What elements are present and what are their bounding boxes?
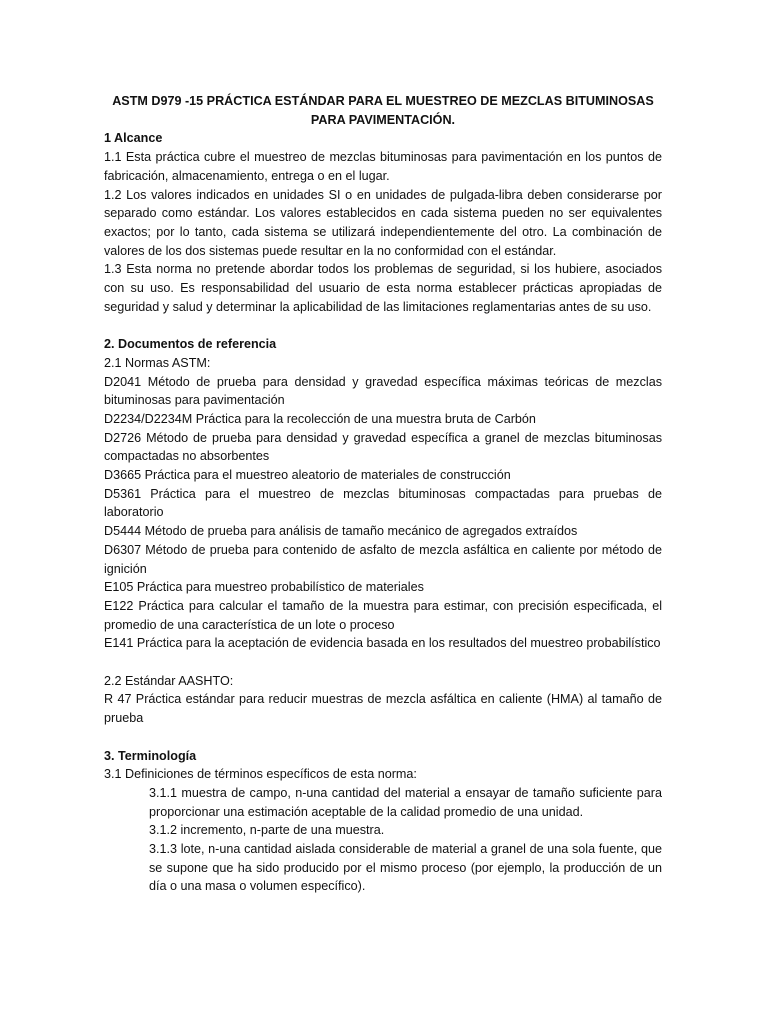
definition-item: 3.1.3 lote, n-una cantidad aislada considerable de material a granel de una sola fuente, que se supone que ha sido producido por el mismo proceso (por ejemplo, la producción de un día o una masa o volumen específico). (149, 842, 662, 894)
subsection-2-2-label: 2.2 Estándar AASHTO: (104, 673, 234, 688)
section-2-heading: 2. Documentos de referencia (104, 337, 277, 352)
reference-item: D2041 Método de prueba para densidad y gravedad específica máximas teóricas de mezclas bituminosas para pavimentación (104, 374, 662, 408)
subsection-2-1-label: 2.1 Normas ASTM: (104, 355, 211, 370)
spacer (104, 728, 662, 747)
paragraph-1-3: 1.3 Esta norma no pretende abordar todos los problemas de seguridad, si los hubiere, asociados con su uso. Es responsabilidad del usuario de esta norma establecer prácticas apropiadas de seguridad y salud y determinar la aplicabilidad de las limitaciones reglamentarias antes de su uso. (104, 262, 662, 314)
reference-item: D5444 Método de prueba para análisis de tamaño mecánico de agregados extraídos (104, 524, 578, 539)
paragraph-1-1: 1.1 Esta práctica cubre el muestreo de mezclas bituminosas para pavimentación en los puntos de fabricación, almacenamiento, entrega o en el lugar. (104, 150, 662, 183)
reference-item: D2234/D2234M Práctica para la recolección de una muestra bruta de Carbón (104, 411, 536, 426)
section-1-heading: 1 Alcance (104, 131, 163, 146)
paragraph-1-2: 1.2 Los valores indicados en unidades SI o en unidades de pulgada-libra deben considerarse por separado como estándar. Los valores establecidos en cada sistema pueden no ser equivalentes exactos; por lo tanto, cada sistema se utilizará independientemente del otro. La combinación de valores de los dos sistemas puede resultar en la no conformidad con el estándar. (104, 187, 662, 258)
definition-item: 3.1.1 muestra de campo, n-una cantidad del material a ensayar de tamaño suficiente para proporcionar una estimación aceptable de la calidad promedio de una unidad. (149, 785, 662, 819)
reference-item: D3665 Práctica para el muestreo aleatorio de materiales de construcción (104, 468, 511, 483)
section-3-heading: 3. Terminología (104, 748, 197, 763)
reference-item: E122 Práctica para calcular el tamaño de la muestra para estimar, con precisión especificada, el promedio de una característica de un lote o proceso (104, 598, 662, 632)
document-title: ASTM D979 -15 PRÁCTICA ESTÁNDAR PARA EL MUESTREO DE MEZCLAS BITUMINOSAS PARA PAVIMENTACIÓN. (112, 94, 654, 127)
spacer (104, 653, 662, 672)
spacer (104, 316, 662, 335)
subsection-3-1-label: 3.1 Definiciones de términos específicos de esta norma: (104, 767, 417, 782)
definition-item: 3.1.2 incremento, n-parte de una muestra. (149, 823, 385, 838)
reference-item: E141 Práctica para la aceptación de evidencia basada en los resultados del muestreo probabilístico (104, 636, 661, 651)
document-page (104, 92, 662, 896)
reference-item: D5361 Práctica para el muestreo de mezclas bituminosas compactadas para pruebas de laboratorio (104, 486, 662, 520)
reference-item: D2726 Método de prueba para densidad y gravedad específica a granel de mezclas bituminosas compactadas no absorbentes (104, 430, 662, 464)
aashto-reference: R 47 Práctica estándar para reducir muestras de mezcla asfáltica en caliente (HMA) al tamaño de prueba (104, 692, 662, 726)
reference-item: D6307 Método de prueba para contenido de asfalto de mezcla asfáltica en caliente por método de ignición (104, 542, 662, 576)
reference-item: E105 Práctica para muestreo probabilístico de materiales (104, 580, 424, 595)
